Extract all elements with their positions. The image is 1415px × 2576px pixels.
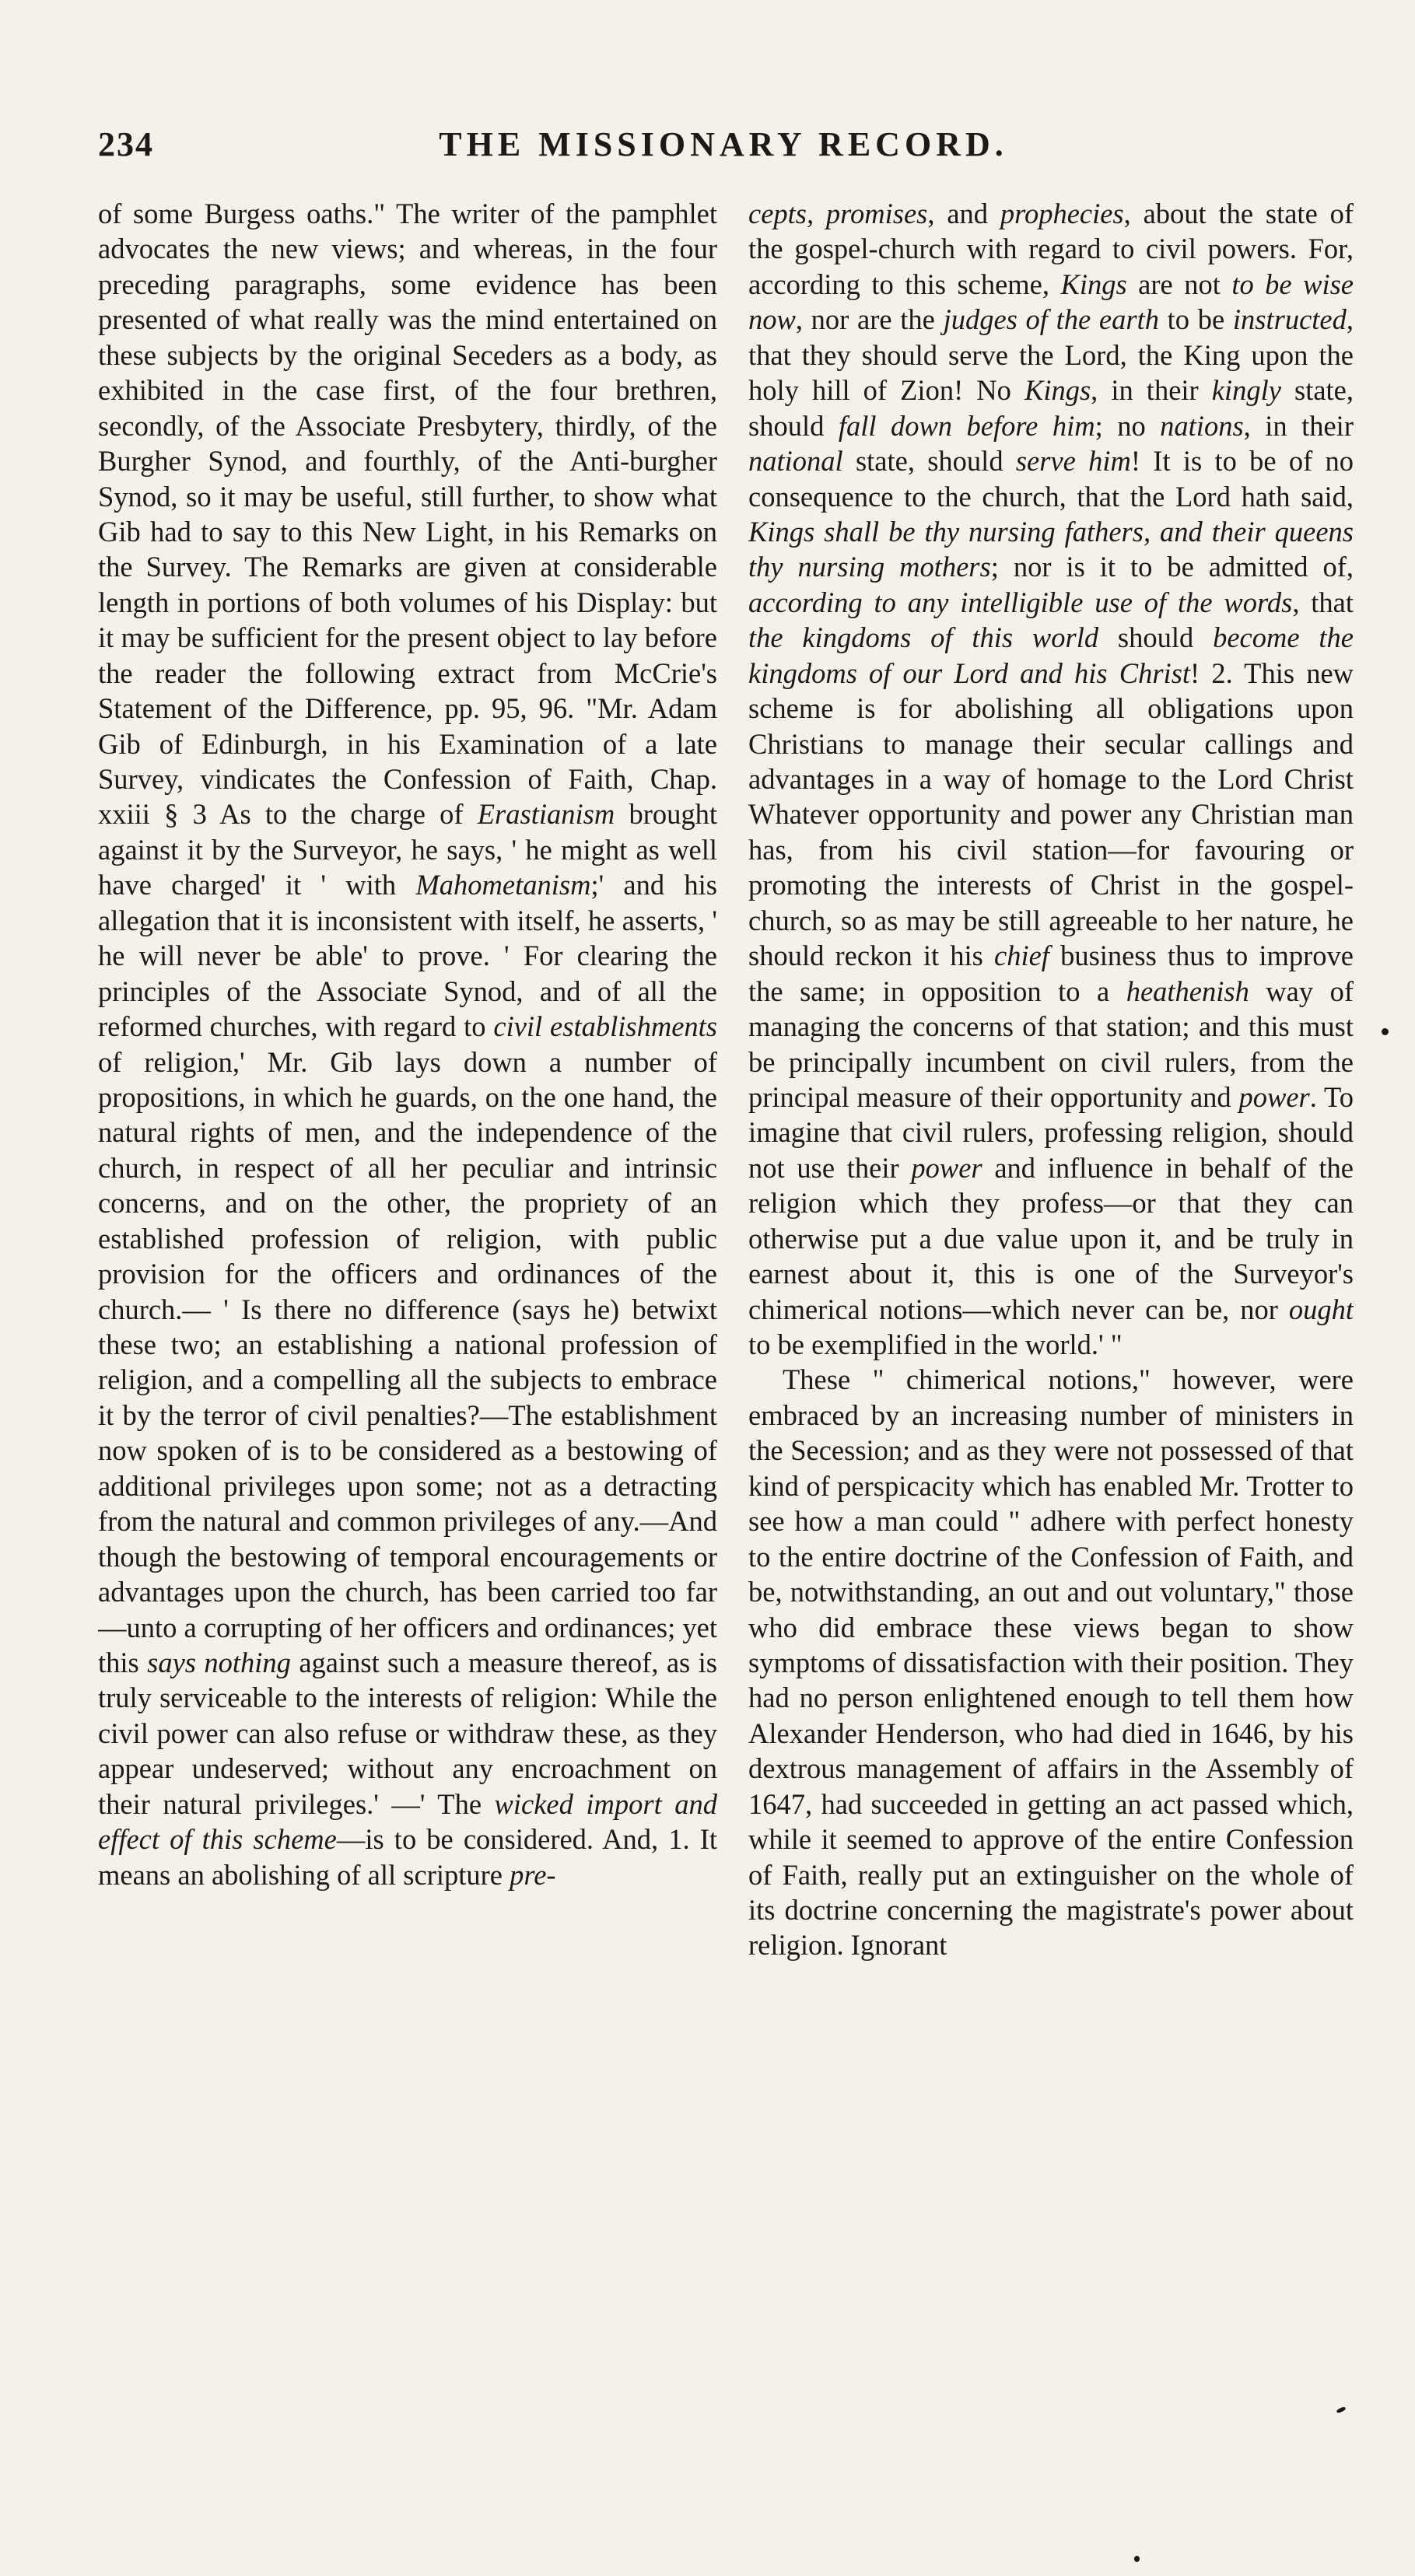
- body-text: state, should: [748, 374, 1354, 442]
- running-title: THE MISSIONARY RECORD.: [439, 125, 1008, 163]
- body-text: of some Burgess oaths." The writer of the pamphlet advocates the new views; and whereas, in the four preceding paragraphs, some evidence has been presented of what really was the mind entertained on these subjects by the original Seceders as a body, as exhibited in the case first, of the four brethren, secondly, of the Associate Presbytery, thirdly, of the Burgher Synod, and fourthly, of the Anti-burgher Synod, so it may be useful, still further, to show what Gib had to say to this New Light, in his Remarks on the Survey. The Remarks are given at considerable length in portions of both volumes of his Display: but it may be sufficient for the present object to lay before the reader the following extract from McCrie's Statement of the Difference, pp. 95, 96. "Mr. Adam Gib of Edinburgh, in his Examination of a late Survey, vindicates the Confession of Faith, Chap. xxiii § 3 As to the charge of: [98, 198, 717, 831]
- italic-text: national: [748, 445, 843, 478]
- margin-dot: [1382, 1028, 1389, 1035]
- body-text: to be exemplified in the world.' ": [748, 1328, 1123, 1360]
- body-text: brought against it by the Surveyor, he says, ' he might as well have charged' it ' with: [98, 798, 717, 901]
- body-text: , in their: [1243, 409, 1354, 442]
- italic-text: nations: [1160, 409, 1244, 442]
- italic-text: instructed: [1232, 303, 1347, 336]
- left-column: [98, 196, 717, 2420]
- italic-text: according to any intelligible use of the words: [748, 586, 1293, 618]
- italic-text: Kings shall be thy nursing fathers, and their queens thy nursing mothers: [748, 515, 1354, 583]
- body-text: ; no: [1095, 409, 1161, 442]
- italic-text: Kings: [1024, 374, 1091, 407]
- italic-text: to be wise now: [748, 268, 1354, 336]
- body-text: , in their: [1091, 374, 1212, 407]
- page-number: 234: [98, 125, 154, 163]
- body-text: These " chimerical notions," however, were embraced by an increasing number of ministers in the Secession; and as they were not possessed of that kind of perspicacity which has enabled Mr. Trotter to see how a man could " adhere with perfect honesty to the entire doctrine of the Confession of Faith, and be, notwithstanding, an out and out voluntary," those who did embrace these views began to show symptoms of dissatisfaction with their position. They had no person enlightened enough to tell them how Alexander Henderson, who had died in 1646, by his dextrous management of affairs in the Assembly of 1647, had succeeded in getting an act passed which, while it seemed to approve of the entire Confession of Faith, really put an extinguisher on the whole of its doctrine concerning the magistrate's power about religion. Ignorant: [748, 1363, 1354, 1962]
- italic-text: power: [1238, 1080, 1310, 1113]
- body-text: of religion,' Mr. Gib lays down a number of propositions, in which he guards, on the one hand, the natural rights of men, and the independence of the church, in respect of all her peculiar and intrinsic concerns, and on the other, the propriety of an established profession of religion, with public provision for the officers and ordinances of the church.— ' Is there no difference (says he) betwixt these two; an establishing a national profession of religion, and a compelling all the subjects to embrace it by the terror of civil penalties?—The establishment now spoken of is to be considered as a bestowing of additional privileges upon some; not as a detracting from the natural and common privileges of any.—And though the bestowing of temporal encouragements or advantages upon the church, has been carried too far—unto a corrupting of her officers and ordinances; yet this: [98, 1045, 717, 1678]
- body-text: —is to be considered. And, 1. It means an abolishing of all scripture: [98, 1823, 717, 1891]
- paragraph: [98, 196, 717, 1892]
- body-text: to be: [1158, 303, 1233, 336]
- italic-text: civil establishments: [493, 1010, 717, 1043]
- body-text: and influence in behalf of the religion which they profess—or that they can otherwise put a due value upon it, and be truly in earnest about it, this is one of the Surveyor's chimerical notions—which never can be, nor: [748, 1151, 1354, 1325]
- italic-text: the kingdoms of this world: [748, 621, 1099, 654]
- body-text: business thus to improve the same; in opposition to a: [748, 940, 1354, 1007]
- body-text: , that they should serve the Lord, the King upon the holy hill of Zion! No: [748, 303, 1354, 407]
- italic-text: cepts, promises: [748, 198, 928, 229]
- italic-text: serve him: [1015, 445, 1131, 478]
- body-text: ;' and his allegation that it is inconsistent with itself, he asserts, ' he will never be able' to prove. ' For clearing the principles of the Associate Synod, and of all the reformed churches, with regard to: [98, 869, 717, 1043]
- paragraph: [748, 1362, 1354, 1962]
- body-text: way of managing the concerns of that station; and this must be principally incumbent on civil rulers, from the principal measure of their opportunity and: [748, 975, 1354, 1113]
- italic-text: become the kingdoms of our Lord and his Christ: [748, 621, 1354, 689]
- body-text: are not: [1126, 268, 1232, 300]
- italic-text: fall down before him: [838, 409, 1095, 442]
- right-column: [748, 196, 1354, 2420]
- body-text: , and: [927, 198, 1000, 229]
- italic-text: pre-: [510, 1858, 556, 1891]
- body-text: , about the state of the gospel-church with regard to civil powers. For, according to this scheme,: [748, 198, 1354, 300]
- paragraph: [748, 196, 1354, 1362]
- italic-text: chief: [994, 940, 1049, 972]
- italic-text: Mahometanism: [415, 869, 591, 901]
- italic-text: says nothing: [147, 1646, 291, 1678]
- body-text: ! 2. This new scheme is for abolishing all obligations upon Christians to manage their secular callings and advantages in a way of homage to the Lord Christ Whatever opportunity and power any Christian man has, from his civil station—for favouring or promoting the interests of Christ in the gospel-church, so as may be still agreeable to her nature, he should reckon it his: [748, 656, 1354, 972]
- body-text: ; nor is it to be admitted of,: [990, 551, 1354, 583]
- margin-dot: [1134, 2556, 1140, 2562]
- italic-text: Erastianism: [477, 798, 615, 831]
- body-text: state, should: [842, 445, 1016, 478]
- italic-text: power: [911, 1151, 982, 1184]
- body-text: . To imagine that civil rulers, professing religion, should not use their: [748, 1080, 1354, 1184]
- italic-text: prophecies: [1000, 198, 1124, 229]
- italic-text: heathenish: [1126, 975, 1249, 1007]
- italic-text: ought: [1288, 1293, 1354, 1325]
- italic-text: wicked import and effect of this scheme: [98, 1787, 717, 1856]
- body-text: ! It is to be of no consequence to the church, that the Lord hath said,: [748, 445, 1354, 513]
- italic-text: kingly: [1211, 374, 1281, 407]
- italic-text: Kings: [1060, 268, 1127, 300]
- running-header: [98, 118, 1349, 180]
- body-text: should: [1098, 621, 1214, 654]
- body-text: against such a measure thereof, as is truly serviceable to the interests of religion: While the civil power can also refuse or withdraw these, as they appear undeserved; without any encroachment on their natural privileges.' —' The: [98, 1646, 717, 1820]
- body-text: , that: [1292, 586, 1354, 618]
- italic-text: judges of the earth: [943, 303, 1159, 336]
- body-text: , nor are the: [795, 303, 944, 336]
